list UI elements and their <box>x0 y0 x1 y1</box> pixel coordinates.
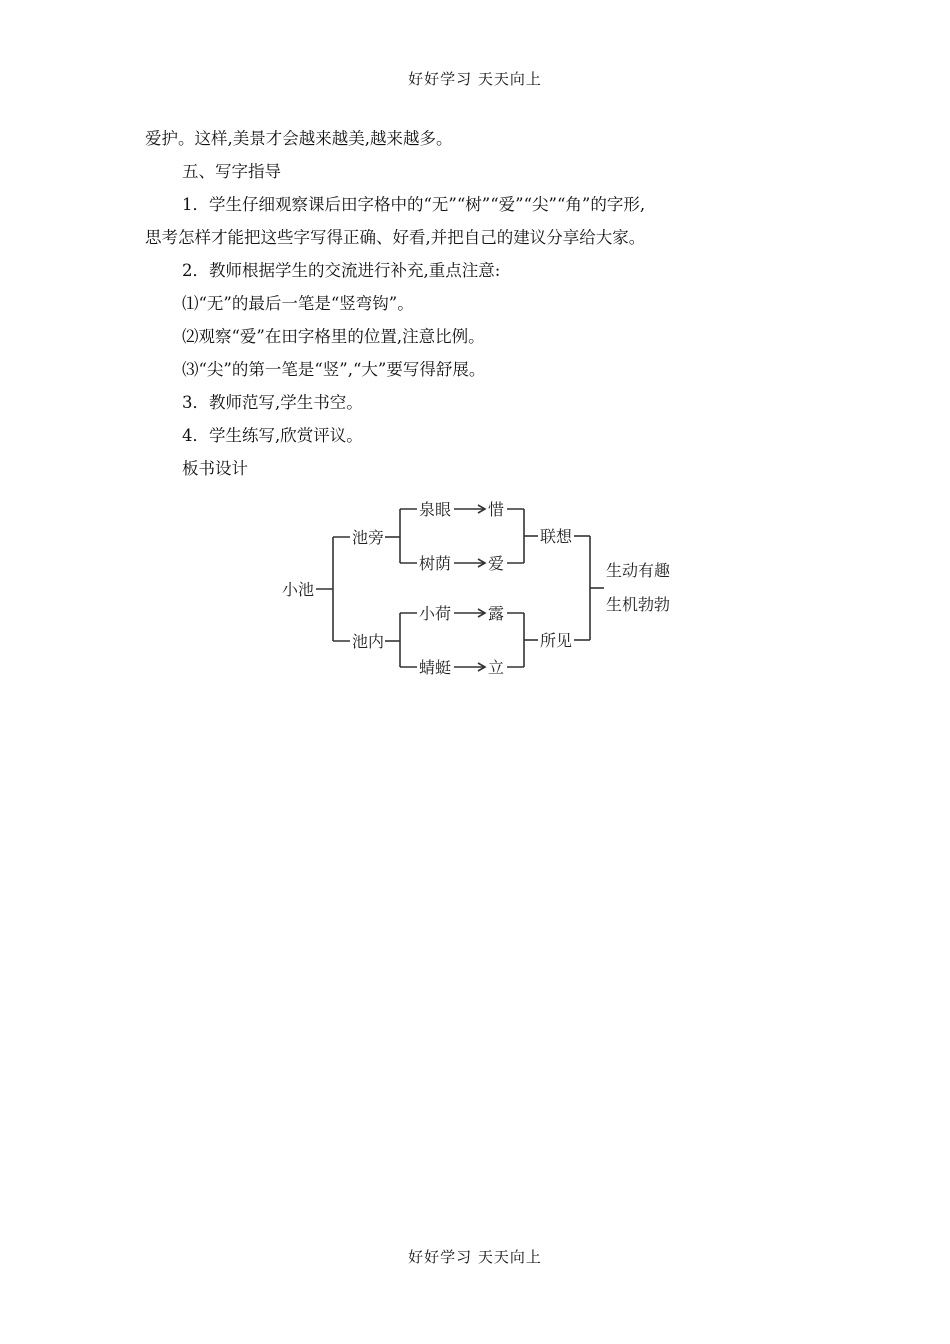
paragraph-line: 思考怎样才能把这些字写得正确、好看,并把自己的建议分享给大家。 <box>145 228 646 247</box>
diagram-leaf-shuyin: 树荫 <box>419 554 452 573</box>
diagram-verb-li: 立 <box>488 658 505 677</box>
diagram-group-suojian: 所见 <box>540 631 573 650</box>
diagram-branch-top: 池旁 <box>352 528 385 547</box>
board-design-heading: 板书设计 <box>182 459 248 478</box>
diagram-conclusion-line2: 生机勃勃 <box>606 595 671 614</box>
paragraph-line: ⑴“无”的最后一笔是“竖弯钩”。 <box>182 294 414 313</box>
diagram-group-lianxiang: 联想 <box>540 527 573 546</box>
paragraph-line: ⑶“尖”的第一笔是“竖”,“大”要写得舒展。 <box>182 360 486 379</box>
diagram-leaf-quanyan: 泉眼 <box>419 500 452 519</box>
document-body <box>145 122 813 485</box>
diagram-verb-lu: 露 <box>488 604 505 623</box>
page-footer: 好好学习 天天向上 <box>408 1248 542 1266</box>
paragraph-line: 1．学生仔细观察课后田字格中的“无”“树”“爱”“尖”“角”的字形, <box>182 195 646 214</box>
diagram-leaf-xiaohe: 小荷 <box>419 604 452 623</box>
paragraph-line: 爱护。这样,美景才会越来越美,越来越多。 <box>145 129 453 148</box>
board-design-diagram <box>280 482 680 688</box>
page-header: 好好学习 天天向上 <box>408 70 542 88</box>
diagram-branch-bottom: 池内 <box>352 632 385 651</box>
section-heading: 五、写字指导 <box>182 162 281 181</box>
diagram-root: 小池 <box>282 580 315 599</box>
diagram-verb-xi: 惜 <box>488 500 505 519</box>
paragraph-line: 4．学生练写,欣赏评议。 <box>182 426 363 445</box>
diagram-verb-ai: 爱 <box>488 554 505 573</box>
paragraph-line: ⑵观察“爱”在田字格里的位置,注意比例。 <box>182 327 485 346</box>
diagram-leaf-qingting: 蜻蜓 <box>419 658 452 677</box>
diagram-conclusion-line1: 生动有趣 <box>606 561 671 580</box>
paragraph-line: 3．教师范写,学生书空。 <box>182 393 363 412</box>
paragraph-line: 2．教师根据学生的交流进行补充,重点注意: <box>182 261 501 280</box>
